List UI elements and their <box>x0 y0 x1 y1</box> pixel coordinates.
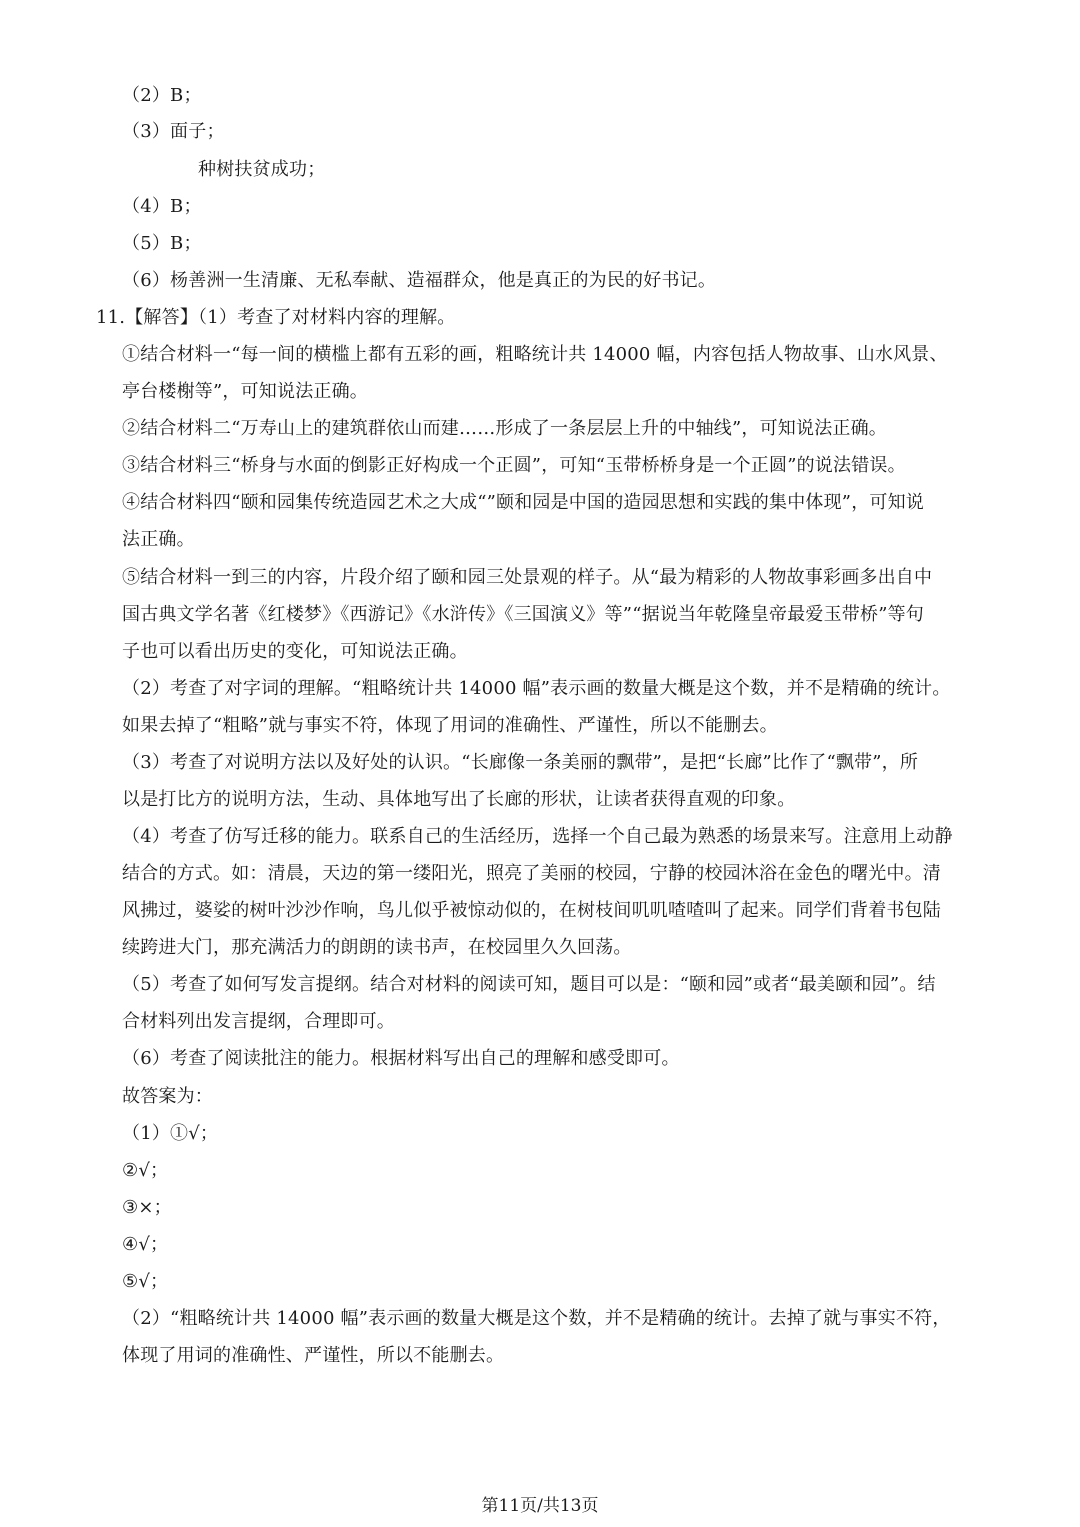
answer-intro: 故答案为： <box>122 1086 213 1107</box>
paragraph-line: （2）考查了对字词的理解。“粗略统计共 14000 幅”表示画的数量大概是这个数，并不是精确的统计。 <box>122 678 951 699</box>
paragraph-line: 以是打比方的说明方法，生动、具体地写出了长廊的形状，让读者获得直观的印象。 <box>122 789 796 810</box>
answer-line: ⑤√； <box>122 1271 169 1292</box>
answer-line: （2）B； <box>122 85 202 106</box>
answer-line: （6）杨善洲一生清廉、无私奉献、造福群众，他是真正的为民的好书记。 <box>122 270 717 291</box>
paragraph-line: 风拂过，婆娑的树叶沙沙作响，鸟儿似乎被惊动似的，在树枝间叽叽喳喳叫了起来。同学们背着书包陆 <box>122 900 941 921</box>
paragraph-line: ④结合材料四“颐和园集传统造园艺术之大成“”颐和园是中国的造园思想和实践的集中体现”，可知说 <box>122 492 925 513</box>
paragraph-line: 法正确。 <box>122 529 195 550</box>
paragraph-line: 结合的方式。如：清晨，天边的第一缕阳光，照亮了美丽的校园，宁静的校园沐浴在金色的曙光中。清 <box>122 863 941 884</box>
answer-line: 体现了用词的准确性、严谨性，所以不能删去。 <box>122 1345 505 1366</box>
answer-line: ③×； <box>122 1197 172 1218</box>
paragraph-line: 续跨进大门，那充满活力的朗朗的读书声，在校园里久久回荡。 <box>122 937 632 958</box>
answer-line: （5）B； <box>122 233 202 254</box>
answer-line: （4）B； <box>122 196 202 217</box>
paragraph-line: ①结合材料一“每一间的横槛上都有五彩的画，粗略统计共 14000 幅，内容包括人物故事、山水风景、 <box>122 344 948 365</box>
paragraph-line: （5）考查了如何写发言提纲。结合对材料的阅读可知，题目可以是：“颐和园”或者“最美颐和园”。结 <box>122 974 936 995</box>
paragraph-line: （4）考查了仿写迁移的能力。联系自己的生活经历，选择一个自己最为熟悉的场景来写。注意用上动静 <box>122 826 953 847</box>
paragraph-line: 合材料列出发言提纲，合理即可。 <box>122 1011 395 1032</box>
paragraph-line: 亭台楼榭等”，可知说法正确。 <box>122 381 369 402</box>
answer-line: （2）“粗略统计共 14000 幅”表示画的数量大概是这个数，并不是精确的统计。去掉了就与事实不符， <box>122 1308 951 1329</box>
paragraph-line: 如果去掉了“粗略”就与事实不符，体现了用词的准确性、严谨性，所以不能删去。 <box>122 715 778 736</box>
answer-line: （1）①√； <box>122 1123 219 1144</box>
paragraph-line: ②结合材料二“万寿山上的建筑群依山而建……形成了一条层层上升的中轴线”，可知说法正确。 <box>122 418 888 439</box>
answer-line: （3）面子； <box>122 121 225 142</box>
answer-line: 种树扶贫成功； <box>198 159 326 180</box>
page-number: 第11页/共13页 <box>481 1496 599 1516</box>
answer-line: ④√； <box>122 1234 169 1255</box>
paragraph-line: 国古典文学名著《红楼梦》《西游记》《水浒传》《三国演义》等”“据说当年乾隆皇帝最爱玉带桥”等句 <box>122 604 925 625</box>
paragraph-line: 子也可以看出历史的变化，可知说法正确。 <box>122 641 468 662</box>
answer-line: ②√； <box>122 1160 169 1181</box>
paragraph-line: （6）考查了阅读批注的能力。根据材料写出自己的理解和感受即可。 <box>122 1048 680 1069</box>
paragraph-line: ⑤结合材料一到三的内容，片段介绍了颐和园三处景观的样子。从“最为精彩的人物故事彩画多出自中 <box>122 567 933 588</box>
paragraph-line: ③结合材料三“桥身与水面的倒影正好构成一个正圆”，可知“玉带桥桥身是一个正圆”的说法错误。 <box>122 455 906 476</box>
paragraph-line: （3）考查了对说明方法以及好处的认识。“长廊像一条美丽的飘带”，是把“长廊”比作了“飘带”，所 <box>122 752 919 773</box>
question-heading: 11.【解答】（1）考查了对材料内容的理解。 <box>96 307 456 328</box>
